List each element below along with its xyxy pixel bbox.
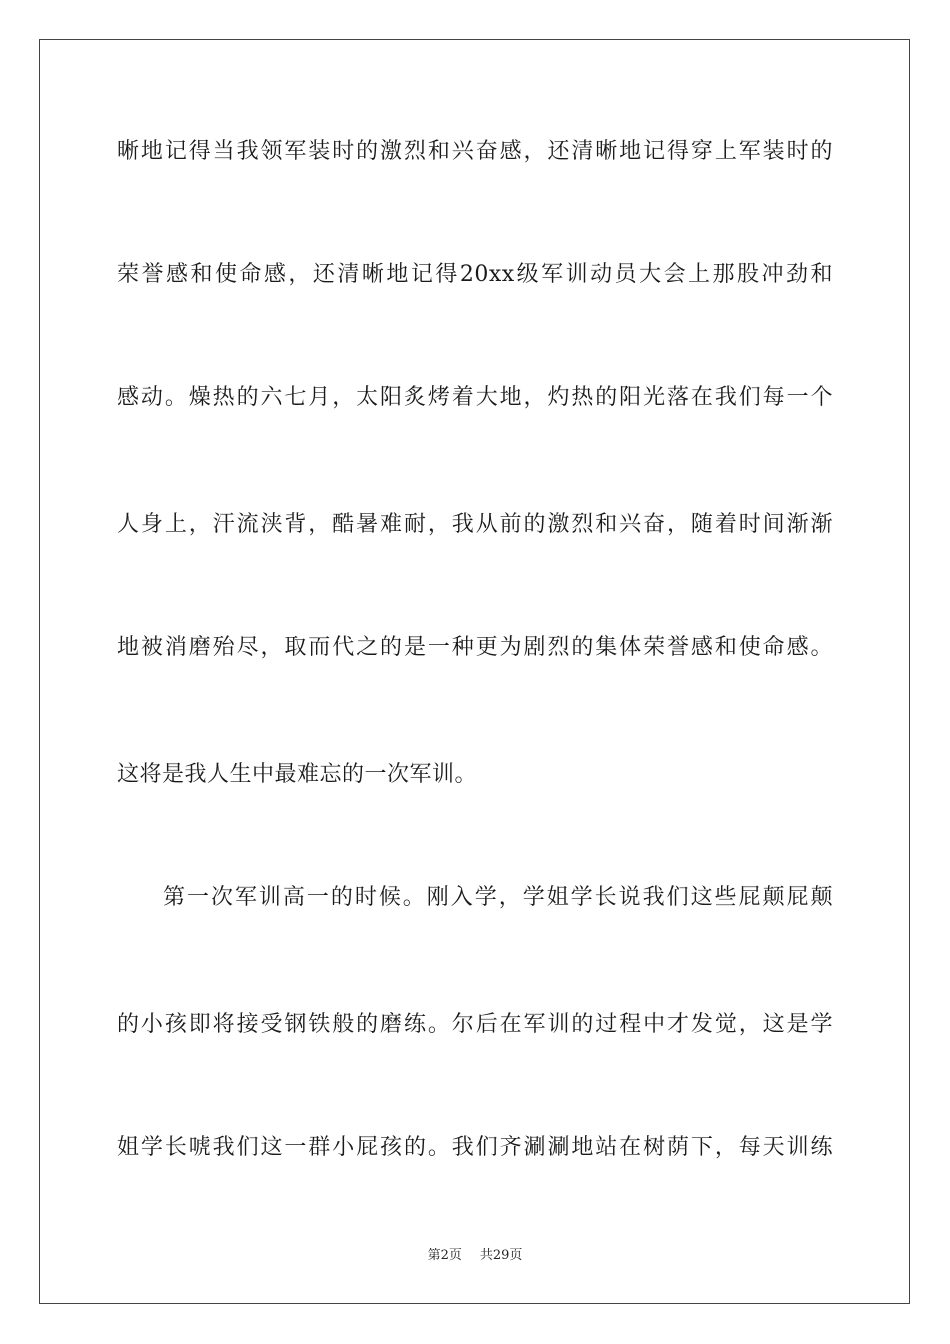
text-line: 感动。燥热的六七月，太阳炙烤着大地，灼热的阳光落在我们每一个 (117, 385, 833, 410)
text-line: 晰地记得当我领军装时的激烈和兴奋感，还清晰地记得穿上军装时的 (117, 139, 833, 164)
text-line: 的小孩即将接受钢铁般的磨练。尔后在军训的过程中才发觉，这是学 (117, 1012, 833, 1037)
text-line: 人身上，汗流浃背，酷暑难耐，我从前的激烈和兴奋，随着时间渐渐 (117, 512, 833, 537)
current-page-number: 第2页 (427, 1248, 462, 1263)
text-line: 这将是我人生中最难忘的一次军训。 (117, 762, 478, 787)
text-line: 姐学长唬我们这一群小屁孩的。我们齐涮涮地站在树荫下，每天训练 (117, 1135, 833, 1160)
text-line: 荣誉感和使命感，还清晰地记得20xx级军训动员大会上那股冲劲和 (117, 262, 833, 287)
page-border (39, 39, 910, 1304)
page-footer (0, 1247, 950, 1265)
text-line: 地被消磨殆尽，取而代之的是一种更为剧烈的集体荣誉感和使命感。 (117, 635, 833, 660)
text-line: 第一次军训高一的时候。刚入学，学姐学长说我们这些屁颠屁颠 (163, 885, 833, 910)
total-page-count: 共29页 (479, 1248, 523, 1263)
